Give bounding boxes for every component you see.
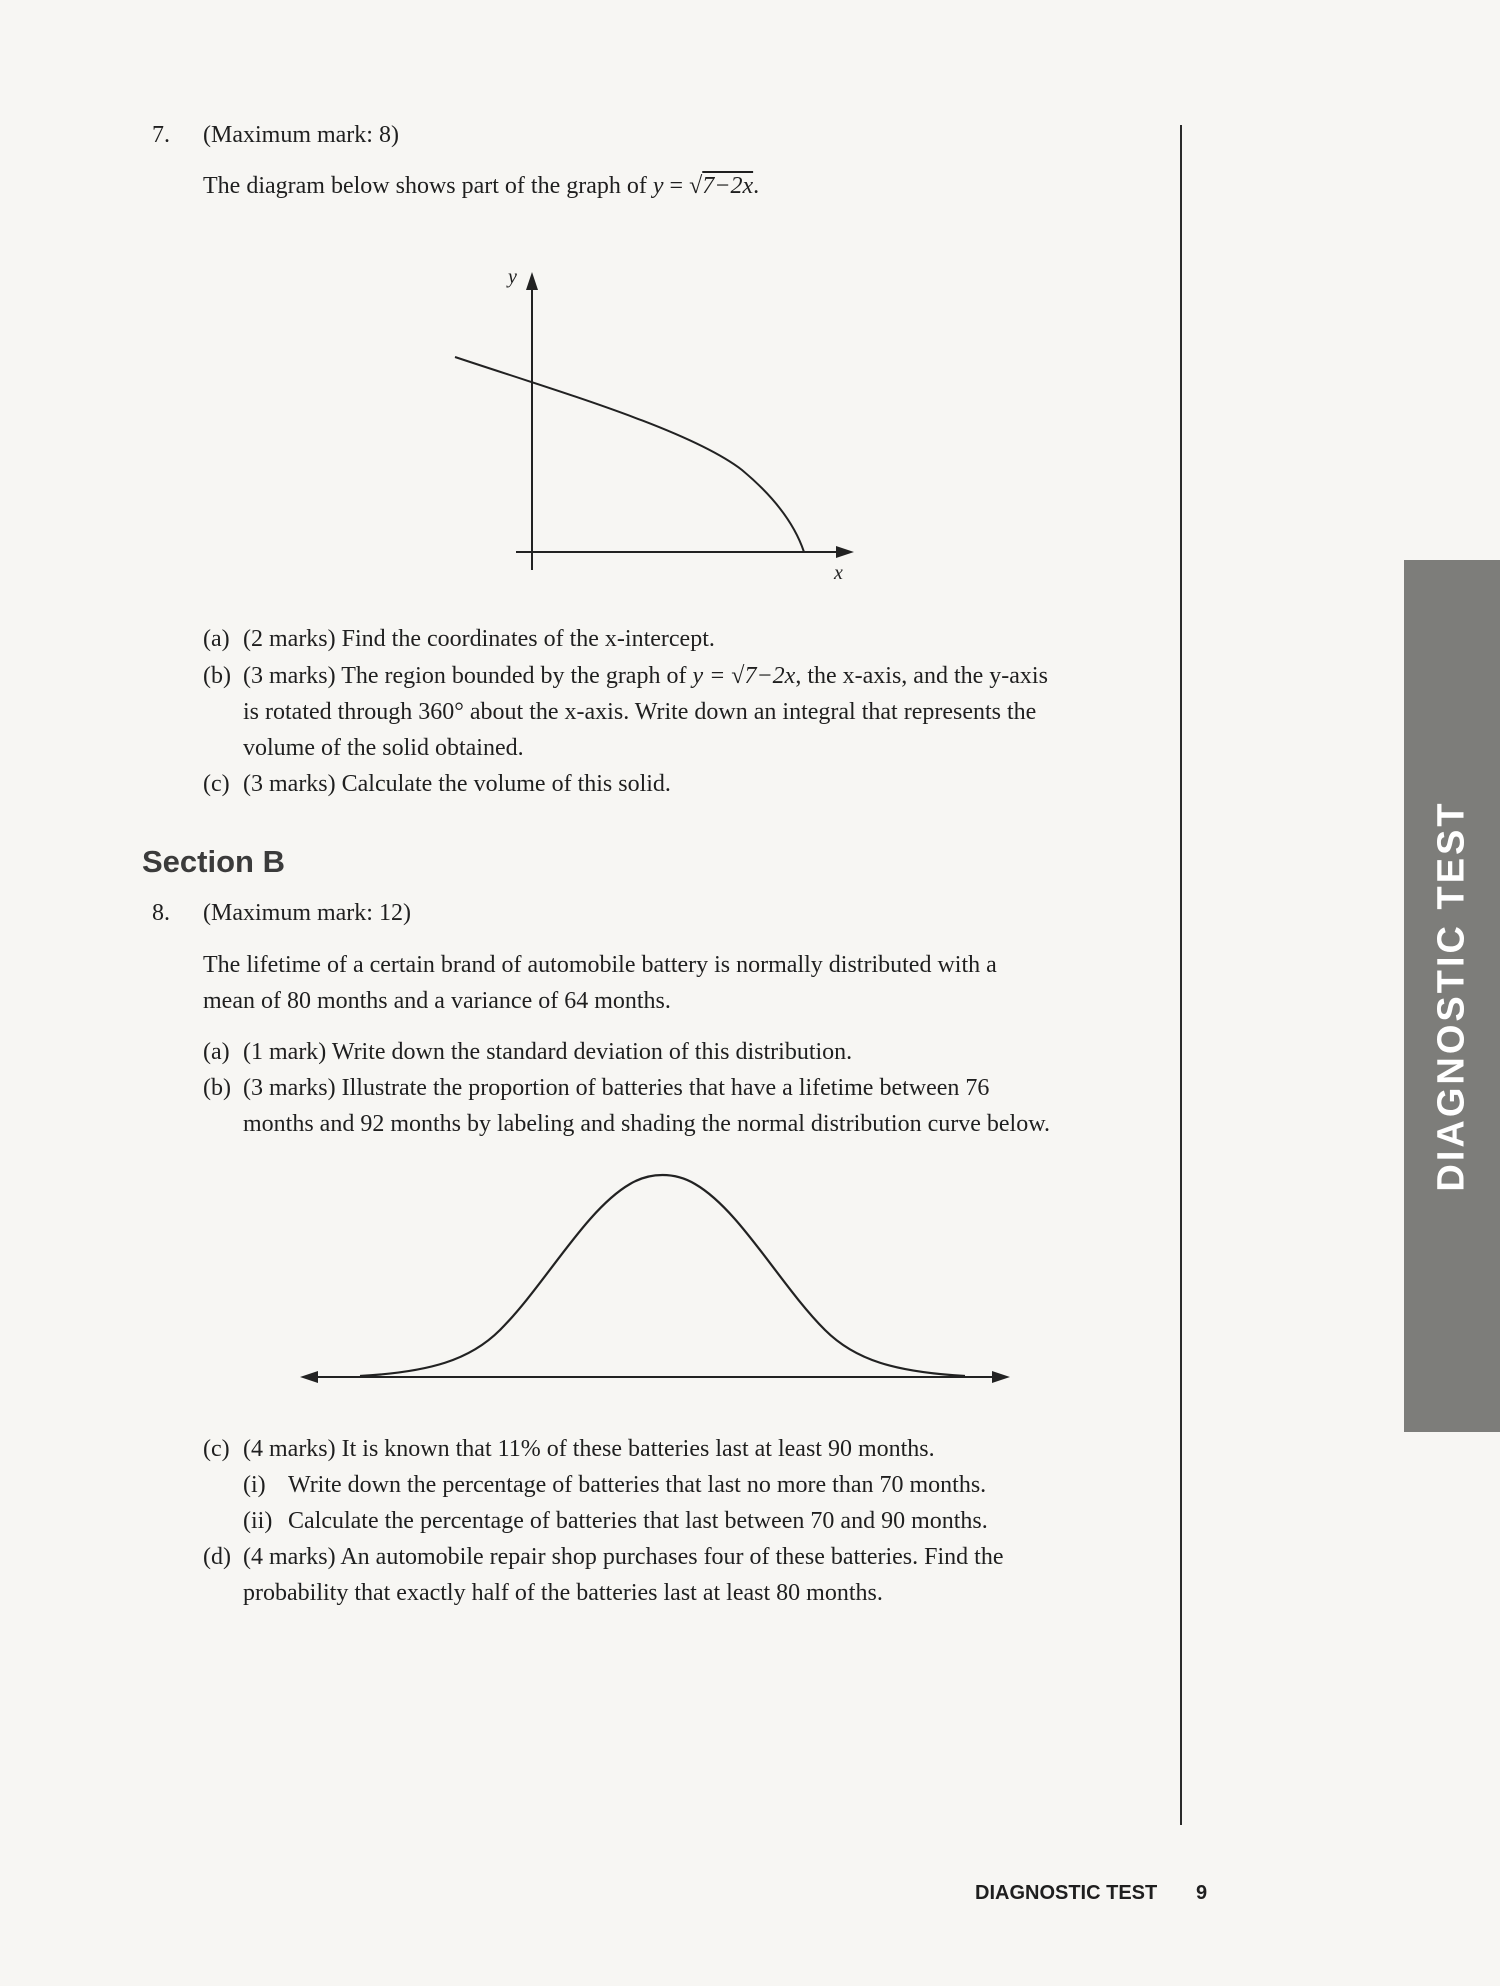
q8-part-d-line2: probability that exactly half of the batteries last at least 80 months.: [243, 1580, 883, 1606]
q7-part-c-text: Calculate the volume of this solid.: [341, 771, 671, 797]
q8-part-c-ii-text: Calculate the percentage of batteries that last between 70 and 90 months.: [288, 1508, 988, 1534]
q7-part-c-label: (c): [203, 771, 230, 797]
q8-part-d-marks: (4 marks): [243, 1544, 336, 1570]
q7-number: 7.: [152, 122, 170, 148]
q7-y-label: y: [508, 266, 517, 288]
q7-part-b-line1-pre: The region bounded by the graph of: [341, 663, 687, 689]
q7-part-a-label: (a): [203, 626, 230, 652]
q8-part-c-ii-label: (ii): [243, 1508, 273, 1534]
page-number: 9: [1196, 1882, 1208, 1904]
q8-baseline-left-arrow: [300, 1371, 318, 1383]
q7-intro-post: .: [753, 173, 760, 199]
q8-part-b-label: (b): [203, 1075, 231, 1101]
q7-part-a-text: Find the coordinates of the x-intercept.: [341, 626, 715, 652]
q7-intro-eq-lhs: y: [652, 173, 664, 199]
q8-part-b-line1-text: Illustrate the proportion of batteries that have a lifetime between 76: [341, 1075, 990, 1101]
q7-x-label: x: [834, 562, 843, 584]
q7-intro-eq-radicand: 7−2x: [702, 173, 754, 199]
q8-max-mark: (Maximum mark: 12): [203, 900, 411, 926]
q8-part-d-line1: [243, 1542, 1003, 1572]
q8-part-a-label: (a): [203, 1039, 230, 1065]
q7-part-b-line3: volume of the solid obtained.: [243, 735, 524, 761]
q8-part-c-marks: (4 marks): [243, 1436, 336, 1462]
q8-part-b-marks: (3 marks): [243, 1075, 336, 1101]
side-tab-label: DIAGNOSTIC TEST: [1430, 800, 1473, 1192]
q8-part-a-marks: (1 mark): [243, 1039, 327, 1065]
footer-title: DIAGNOSTIC TEST: [975, 1882, 1158, 1904]
q7-part-a-marks: (2 marks): [243, 626, 336, 652]
q8-intro-line2: mean of 80 months and a variance of 64 months.: [203, 988, 671, 1014]
q8-part-c-text: It is known that 11% of these batteries last at least 90 months.: [341, 1436, 935, 1462]
q7-max-mark: (Maximum mark: 8): [203, 122, 399, 148]
q8-number: 8.: [152, 900, 170, 926]
q8-part-c-i-text: Write down the percentage of batteries that last no more than 70 months.: [288, 1472, 987, 1498]
q7-part-b-label: (b): [203, 663, 231, 689]
q8-part-c-label: (c): [203, 1436, 230, 1462]
q8-part-b-line2: months and 92 months by labeling and shading the normal distribution curve below.: [243, 1111, 1050, 1137]
q8-part-d-line1-text: An automobile repair shop purchases four of these batteries. Find the: [340, 1544, 1004, 1570]
q8-part-c-i-label: (i): [243, 1472, 266, 1498]
q8-bell-curve: [360, 1175, 965, 1376]
q7-intro-eq-sign: = √: [663, 173, 703, 199]
q8-part-c: [243, 1434, 935, 1464]
q8-baseline-right-arrow: [992, 1371, 1010, 1383]
q8-part-d-label: (d): [203, 1544, 231, 1570]
q7-part-b-line1-post: , the x-axis, and the y-axis: [795, 663, 1048, 689]
q7-part-b-marks: (3 marks): [243, 663, 336, 689]
q7-intro-pre: The diagram below shows part of the graph of: [203, 173, 647, 199]
q7-part-b-line2: is rotated through 360° about the x-axis. Write down an integral that represents the: [243, 699, 1037, 725]
q8-intro-line1: The lifetime of a certain brand of automobile battery is normally distributed with a: [203, 952, 997, 978]
section-b-title: Section B: [142, 844, 285, 879]
q8-part-a-text: Write down the standard deviation of this distribution.: [331, 1039, 853, 1065]
q7-part-b-eq: y = √7−2x: [692, 663, 796, 689]
q7-part-c-marks: (3 marks): [243, 771, 336, 797]
